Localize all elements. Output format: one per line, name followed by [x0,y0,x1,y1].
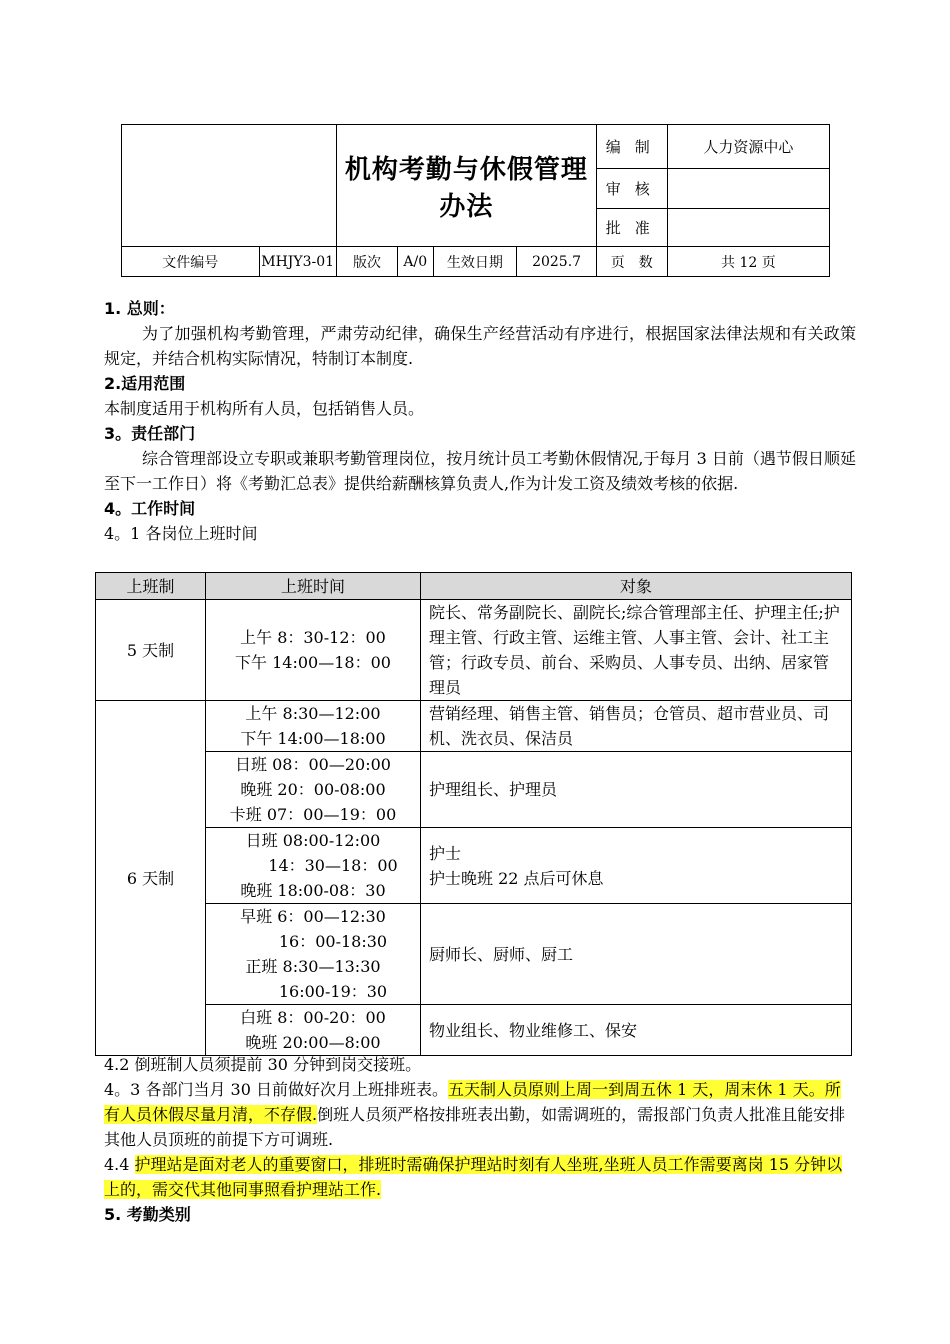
document-body [104,296,856,546]
section-4-1-title: 4。1 各岗位上班时间 [104,524,258,543]
version-value: A/0 [398,247,433,277]
table-row [96,828,852,904]
target-line: 护士晚班 22 点后可休息 [429,868,604,888]
table-row [96,600,852,701]
time-line: 16:00-19：30 [278,982,388,1001]
section-5-title: 5. 考勤类别 [104,1205,191,1224]
time-line: 上午 8:30—12:00 [245,704,381,723]
section-3-text: 综合管理部设立专职或兼职考勤管理岗位，按月统计员工考勤休假情况,于每月 3 日前（遇节假日顺延至下一工作日）将《考勤汇总表》提供给薪酬核算负责人,作为计发工资及绩效考核的依据. [104,449,856,493]
time-line: 下午 14:00—18:00 [240,729,386,748]
target-cell: 院长、常务副院长、副院长;综合管理部主任、护理主任;护理主管、行政主管、运维主管、人事主管、会计、社工主管；行政专员、前台、采购员、人事专员、出纳、居家管理员 [421,600,852,701]
table-row [96,752,852,828]
header-blank-cell [122,125,337,247]
work-time-cell [206,701,421,752]
target-cell: 物业组长、物业维修工、保安 [421,1005,852,1056]
target-cell: 营销经理、销售主管、销售员；仓管员、超市营业员、司机、洗衣员、保洁员 [421,701,852,752]
target-cell: 护理组长、护理员 [421,752,852,828]
work-schedule-table [95,572,852,1056]
work-time-cell [206,904,421,1005]
section-2-title: 2.适用范围 [104,374,186,393]
file-no-label: 文件编号 [122,247,260,277]
approver-value [667,209,829,247]
highlighted-text: 护理站是面对老人的重要窗口，排班时需确保护理站时刻有人坐班,坐班人员工作需要离岗 15 分钟以上的，需交代其他同事照看护理站工作. [104,1155,843,1199]
time-line: 晚班 20:00—8:00 [245,1033,381,1052]
section-3-title: 3。责任部门 [104,424,196,443]
time-line: 日班 08：00—20:00 [235,755,391,774]
table-row [96,701,852,752]
table-row [96,904,852,1005]
compiler-label: 编制 [596,125,667,169]
time-line: 白班 8：00-20：00 [240,1008,386,1027]
time-line: 卡班 07：00—19：00 [229,805,397,824]
time-line: 14：30—18：00 [268,856,398,875]
clause-4-2: 4.2 倒班制人员须提前 30 分钟到岗交接班。 [104,1055,422,1074]
clause-text: 倒班人员须严格按排班表出勤，如需调班的，需报部门负责人批准且能安排其他人员顶班的前提下方可调班. [104,1105,846,1149]
document-title: 机构考勤与休假管理办法 [336,125,596,247]
col-header-shift-system: 上班制 [96,573,206,600]
version-label: 版次 [336,247,397,277]
highlighted-text: 五天制人员原则上周一到周五休 1 天，周末休 1 天。所有人员休假尽量月清，不存假. [104,1080,841,1124]
pages-label: 页 数 [596,247,667,277]
section-1-text: 为了加强机构考勤管理，严肃劳动纪律，确保生产经营活动有序进行，根据国家法律法规和有关政策规定，并结合机构实际情况，特制订本制度. [104,324,856,368]
file-no-value: MHJY3-01 [259,247,336,277]
clause-text: 4.4 [104,1155,135,1174]
compiler-value: 人力资源中心 [667,125,829,169]
work-time-cell [206,752,421,828]
col-header-work-time: 上班时间 [206,573,421,600]
shift-system-cell: 5 天制 [96,600,206,701]
time-line: 正班 8:30—13:30 [245,957,381,976]
time-line: 早班 6：00—12:30 [240,907,386,926]
section-2-text: 本制度适用于机构所有人员，包括销售人员。 [104,399,425,418]
section-1-title: 1. 总则： [104,299,175,318]
work-time-cell [206,600,421,701]
clause-4-3 [104,1077,856,1152]
section-4-title: 4。工作时间 [104,499,196,518]
time-line: 晚班 20：00-08:00 [240,780,386,799]
effective-date-label: 生效日期 [433,247,517,277]
target-line: 护士 [429,843,462,863]
time-line: 晚班 18:00-08：30 [240,881,386,900]
time-line: 下午 14:00—18：00 [235,653,391,672]
time-line: 16：00-18:30 [278,932,388,951]
target-cell: 厨师长、厨师、厨工 [421,904,852,1005]
reviewer-label: 审核 [596,169,667,209]
clause-4-4 [104,1152,856,1202]
clause-text: 4。3 各部门当月 30 日前做好次月上班排班表。 [104,1080,448,1099]
time-line: 日班 08:00-12:00 [245,831,381,850]
work-time-cell [206,828,421,904]
table-row [96,1005,852,1056]
document-body-continued [104,1052,856,1227]
pages-value: 共 12 页 [667,247,829,277]
effective-date-value: 2025.7 [517,247,597,277]
target-cell [421,828,852,904]
work-time-cell [206,1005,421,1056]
col-header-target: 对象 [421,573,852,600]
reviewer-value [667,169,829,209]
approver-label: 批准 [596,209,667,247]
shift-system-cell: 6 天制 [96,701,206,1056]
document-header-table [121,124,830,277]
time-line: 上午 8：30-12：00 [240,628,386,647]
